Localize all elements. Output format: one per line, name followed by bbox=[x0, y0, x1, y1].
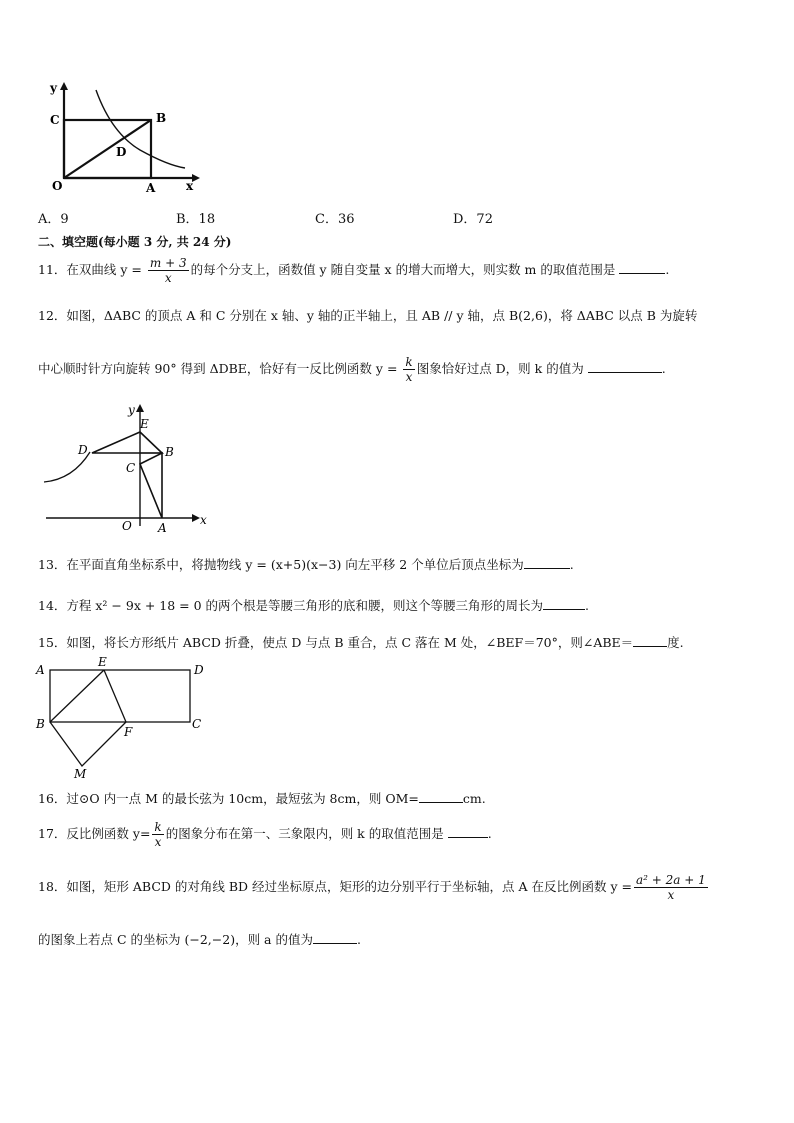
option-c: C．36 bbox=[315, 212, 355, 227]
figure-folded-rectangle bbox=[34, 656, 214, 784]
triangle-abc bbox=[140, 453, 162, 518]
folded-part bbox=[50, 722, 126, 766]
q18-fraction: $\frac{\text{a² + 2a + 1}}{x}$ bbox=[636, 873, 706, 902]
q17-answer-blank[interactable] bbox=[448, 825, 488, 838]
question-18-line2: 的图象上若点 C 的坐标为 (−2,−2)，则 a 的值为 . bbox=[38, 932, 361, 947]
question-12-line1: 12．如图，ΔABC 的顶点 A 和 C 分别在 x 轴、y 轴的正半轴上，且 AB // y 轴，点 B(2,6)，将 ΔABC 以点 B 为旋转 bbox=[38, 308, 698, 323]
question-12-line2: 中心顺时针方向旋转 90° 得到 ΔDBE，恰好有一反比例函数 y = $\frac{k}{x}$ 图象恰好过点 D，则 k 的值为 . bbox=[38, 355, 666, 384]
question-15: 15．如图，将长方形纸片 ABCD 折叠，使点 D 与点 B 重合，点 C 落在 M 处，∠BEF＝70°，则∠ABE＝ 度. bbox=[38, 635, 684, 650]
q18-answer-blank[interactable] bbox=[313, 931, 357, 944]
svg-text:D: D bbox=[194, 663, 204, 677]
label-x: x bbox=[186, 179, 194, 193]
question-16: 16．过⊙O 内一点 M 的最长弦为 10cm，最短弦为 8cm，则 OM= cm. bbox=[38, 791, 486, 806]
label-y: y bbox=[50, 81, 57, 95]
question-11: 11．在双曲线 y = $\frac{m + 3}{x}$ 的每个分支上，函数值 y 随自变量 x 的增大而增大，则实数 m 的取值范围是 . bbox=[38, 256, 670, 285]
question-17: 17．反比例函数 y= $\frac{k}{x}$ 的图象分布在第一、三象限内，则 k 的取值范围是 . bbox=[38, 820, 492, 849]
q11-post: 的每个分支上，函数值 y 随自变量 x 的增大而增大，则实数 m 的取值范围是 bbox=[190, 262, 616, 277]
label-d: D bbox=[116, 145, 127, 159]
svg-text:A: A bbox=[158, 521, 167, 534]
label-c: C bbox=[50, 113, 60, 127]
q14-answer-blank[interactable] bbox=[543, 597, 585, 610]
q12-answer-blank[interactable] bbox=[588, 360, 662, 373]
figure-rotation-triangle bbox=[40, 398, 216, 534]
label-b: B bbox=[156, 111, 167, 125]
q15-answer-blank[interactable] bbox=[633, 634, 667, 647]
q11-answer-blank[interactable] bbox=[619, 261, 665, 274]
svg-text:C: C bbox=[192, 717, 202, 731]
label-a: A bbox=[146, 181, 156, 195]
q13-answer-blank[interactable] bbox=[524, 556, 570, 569]
svg-text:y: y bbox=[128, 403, 135, 417]
svg-text:B: B bbox=[36, 717, 45, 731]
svg-text:E: E bbox=[98, 656, 107, 669]
question-13: 13．在平面直角坐标系中，将抛物线 y = (x+5)(x−3) 向左平移 2 个单位后顶点坐标为 . bbox=[38, 557, 574, 572]
option-b: B．18 bbox=[176, 212, 216, 227]
question-18-line1: 18．如图，矩形 ABCD 的对角线 BD 经过坐标原点，矩形的边分别平行于坐标轴，点 A 在反比例函数 y = $\frac{\text{a² + 2a + 1}}{x}$ bbox=[38, 873, 706, 902]
svg-text:x: x bbox=[200, 513, 207, 527]
option-d: D．72 bbox=[453, 212, 493, 227]
svg-text:F: F bbox=[124, 725, 133, 739]
svg-text:C: C bbox=[126, 461, 136, 475]
figure-hyperbola-rectangle bbox=[40, 78, 200, 196]
q11-fraction: $\frac{m + 3}{x}$ bbox=[149, 256, 187, 285]
q12-fraction: $\frac{k}{x}$ bbox=[405, 355, 413, 384]
q16-answer-blank[interactable] bbox=[419, 790, 463, 803]
svg-text:D: D bbox=[78, 443, 88, 457]
question-14: 14．方程 x² − 9x + 18 = 0 的两个根是等腰三角形的底和腰，则这个等腰三角形的周长为 . bbox=[38, 598, 590, 613]
section-title: 二、填空题(每小题 3 分, 共 24 分) bbox=[38, 235, 232, 249]
svg-text:A: A bbox=[36, 663, 45, 677]
svg-text:O: O bbox=[122, 519, 132, 533]
svg-text:B: B bbox=[165, 445, 174, 459]
q17-fraction: $\frac{k}{x}$ bbox=[154, 820, 162, 849]
svg-text:E: E bbox=[140, 417, 149, 431]
label-o: O bbox=[52, 179, 63, 193]
q11-pre: 在双曲线 y = bbox=[66, 262, 142, 277]
option-a: A．9 bbox=[38, 212, 69, 227]
svg-text:M: M bbox=[74, 767, 87, 781]
triangle-dbe bbox=[92, 432, 162, 453]
rectangle-abcd bbox=[50, 670, 190, 722]
q11-number: 11． bbox=[38, 262, 67, 277]
